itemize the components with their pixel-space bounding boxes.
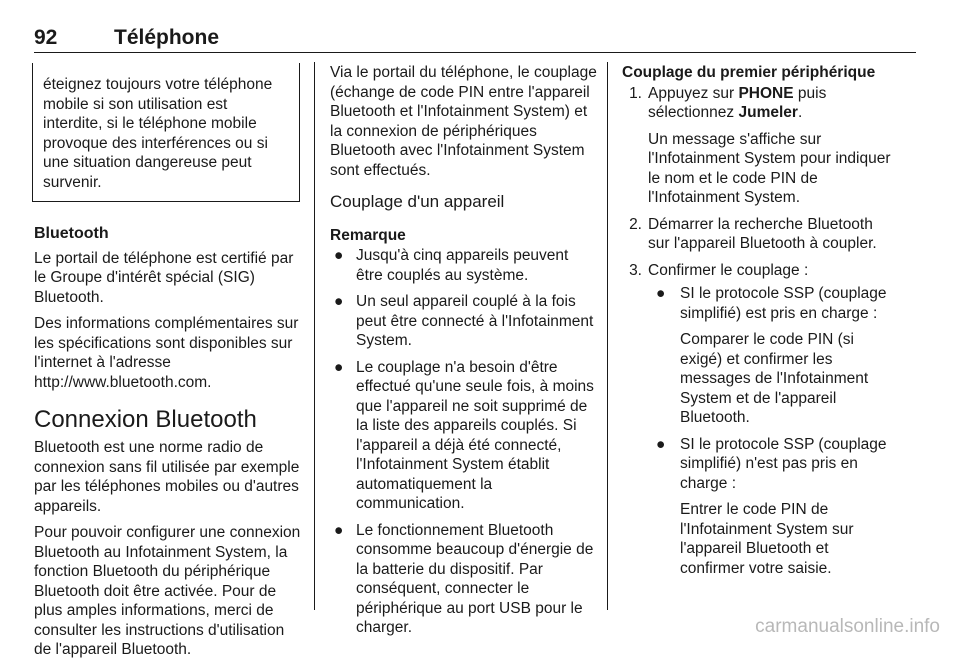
step-2: 2. Démarrer la recherche Bluetooth sur l'appareil Bluetooth à coupler. — [622, 215, 892, 254]
column-1 — [34, 63, 302, 667]
watermark: carmanualsonline.info — [755, 616, 940, 637]
remark-label: Remarque — [330, 226, 406, 244]
chapter-title: Téléphone — [114, 26, 220, 49]
bullet-icon: ● — [334, 247, 344, 264]
column-3 — [622, 63, 892, 585]
bluetooth-paragraph-2: Des informations complémentaires sur les spécifications sont disponibles sur l'internet à l'adresse http://www.bluetooth.com. — [34, 315, 299, 391]
step-number: 1. — [629, 84, 642, 102]
connexion-paragraph-2: Pour pouvoir configurer une connexion Bluetooth au Infotainment System, la fonction Bluetooth du périphérique Bluetooth doit être activée. Pour de plus amples informations, merci de consulter les instructions d'utilisation de l'appareil Bluetooth. — [34, 524, 301, 658]
step-1-note: Un message s'affiche sur l'Infotainment System pour indiquer le nom et le code PIN de l'Infotainment System. — [648, 130, 891, 206]
pairing-steps — [622, 84, 892, 579]
list-item: ● Jusqu'à cinq appareils peuvent être couplés au système. — [334, 247, 569, 284]
step-number: 2. — [629, 215, 642, 233]
column-divider-1 — [314, 62, 315, 610]
pairing-heading: Couplage du premier périphérique — [622, 64, 876, 81]
list-item: ● Un seul appareil couplé à la fois peut être connecté à l'Infotainment System. — [334, 293, 594, 349]
step-1: 1. Appuyez sur PHONE puis sélectionnez Jumeler. Un message s'affiche sur l'Infotainment System pour indiquer le nom et le code PIN de l'Infotainment System. — [622, 84, 892, 208]
bullet-icon: ● — [334, 521, 344, 539]
couplage-heading: Couplage d'un appareil — [330, 192, 505, 211]
remark-list — [330, 246, 598, 638]
list-item: ● Le fonctionnement Bluetooth consomme beaucoup d'énergie de la batterie du dispositif. Par conséquent, connecter le périphérique au port USB pour le charger. — [334, 521, 594, 636]
bullet-icon: ● — [656, 435, 666, 453]
list-item: ● SI le protocole SSP (couplage simplifié) est pris en charge : Comparer le code PIN (si exigé) et confirmer les messages de l'Infotainment System et de l'appareil Bluetooth. — [656, 285, 887, 426]
phone-key-label: PHONE — [738, 84, 794, 102]
bullet-icon: ● — [334, 358, 344, 376]
column-2 — [330, 63, 598, 645]
bullet-icon: ● — [334, 293, 344, 310]
bluetooth-heading: Bluetooth — [34, 225, 109, 242]
list-item: ● SI le protocole SSP (couplage simplifié) n'est pas pris en charge : Entrer le code PIN de l'Infotainment System sur l'appareil Bluetooth et confirmer votre saisie. — [656, 435, 887, 577]
step-number: 3. — [629, 261, 642, 279]
connexion-paragraph-1: Bluetooth est une norme radio de connexion sans fil utilisée par exemple par les téléphones mobiles ou d'autres appareils. — [34, 439, 300, 515]
page-header — [34, 22, 916, 53]
step-3: 3. Confirmer le couplage : ● SI le protocole SSP (couplage simplifié) est pris en charge : Comparer le code PIN (si exigé) et confirmer les messages de l'Infotainment System et de l'appareil Bluetooth. ● SI le protocole SSP (couplage simplifié) n'est pas pris en charge : Entrer le code PIN de l'Infotainment System sur l'appareil Bluetooth et confirmer votre saisie. — [622, 261, 892, 579]
warning-box — [32, 63, 300, 202]
bullet-icon: ● — [656, 285, 666, 302]
step-3-options — [648, 284, 892, 578]
jumeler-label: Jumeler — [738, 104, 798, 121]
connexion-heading: Connexion Bluetooth — [34, 406, 257, 433]
list-item: ● Le couplage n'a besoin d'être effectué qu'une seule fois, à moins que l'appareil ne soit supprimé de la liste des appareils couplés. Si l'appareil a déjà été connecté, l'Infotainment System établit automatiquement la communication. — [334, 358, 594, 512]
page-number: 92 — [34, 26, 58, 49]
column-divider-2 — [607, 62, 608, 610]
bluetooth-paragraph-1: Le portail de téléphone est certifié par le Groupe d'intérêt spécial (SIG) Bluetooth. — [34, 249, 294, 306]
warning-text: éteignez toujours votre téléphone mobile si son utilisation est interdite, si le téléphone mobile provoque des interférences ou si une situation dangereuse peut survenir. — [43, 76, 273, 191]
intro-paragraph: Via le portail du téléphone, le couplage (échange de code PIN entre l'appareil Bluetooth et l'Infotainment System) et la connexion de périphériques Bluetooth avec l'Infotainment System sont effectués. — [330, 64, 597, 179]
